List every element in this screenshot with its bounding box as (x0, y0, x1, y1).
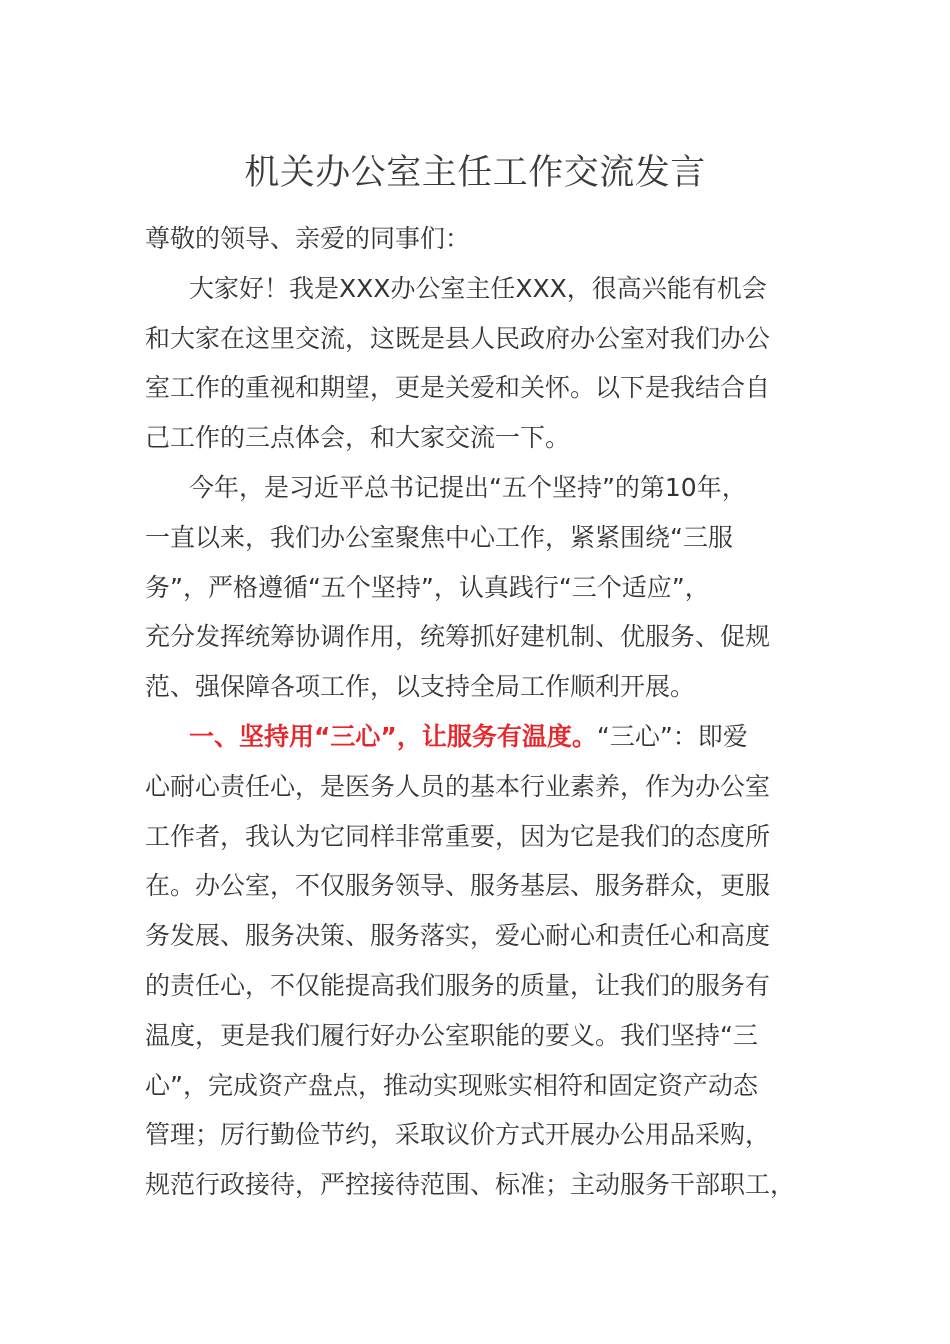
paragraph-line: 工作者，我认为它同样非常重要，因为它是我们的态度所 (145, 821, 771, 851)
greeting-line: 尊敬的领导、亲爱的同事们： (145, 224, 471, 253)
paragraph-line: 在。办公室，不仅服务领导、服务基层、服务群众，更服 (145, 871, 771, 901)
paragraph-line: 务”，严格遵循“五个坚持”，认真践行“三个适应”， (145, 572, 710, 602)
paragraph-line: 范、强保障各项工作，以支持全局工作顺利开展。 (145, 672, 696, 702)
paragraph-line: 大家好！我是XXX办公室主任XXX，很高兴能有机会 (189, 273, 767, 303)
paragraph-line: 管理；厉行勤俭节约，采取议价方式开展办公用品采购， (145, 1120, 771, 1150)
paragraph-line: 己工作的三点体会，和大家交流一下。 (145, 423, 571, 453)
document-body (145, 214, 810, 1210)
paragraph-line: 温度，更是我们履行好办公室职能的要义。我们坚持“三 (145, 1020, 758, 1050)
paragraph-line: 心耐心责任心，是医务人员的基本行业素养，作为办公室 (145, 771, 771, 801)
paragraph-line: 规范行政接待，严控接待范围、标准；主动服务干部职工， (145, 1170, 796, 1200)
paragraph-line: 的责任心，不仅能提高我们服务的质量，让我们的服务有 (145, 970, 771, 1000)
document-title: 机关办公室主任工作交流发言 (244, 153, 706, 193)
paragraph-line: 心”，完成资产盘点，推动实现账实相符和固定资产动态 (145, 1070, 758, 1100)
paragraph-line: 和大家在这里交流，这既是县人民政府办公室对我们办公 (145, 323, 771, 353)
paragraph-line: 充分发挥统筹协调作用，统筹抓好建机制、优服务、促规 (145, 622, 771, 652)
section-heading-rest: “三心”：即爱 (596, 721, 748, 751)
paragraph-line: 一直以来，我们办公室聚焦中心工作，紧紧围绕“三服 (145, 522, 733, 552)
paragraph-line: 今年，是习近平总书记提出“五个坚持”的第10年， (189, 472, 747, 502)
paragraph-line: 务发展、服务决策、服务落实，爱心耐心和责任心和高度 (145, 921, 771, 951)
paragraph-line: 室工作的重视和期望，更是关爱和关怀。以下是我结合自 (145, 373, 771, 403)
section-heading: 一、坚持用“三心”，让服务有温度。 (189, 721, 597, 751)
section-heading-line (145, 712, 810, 762)
